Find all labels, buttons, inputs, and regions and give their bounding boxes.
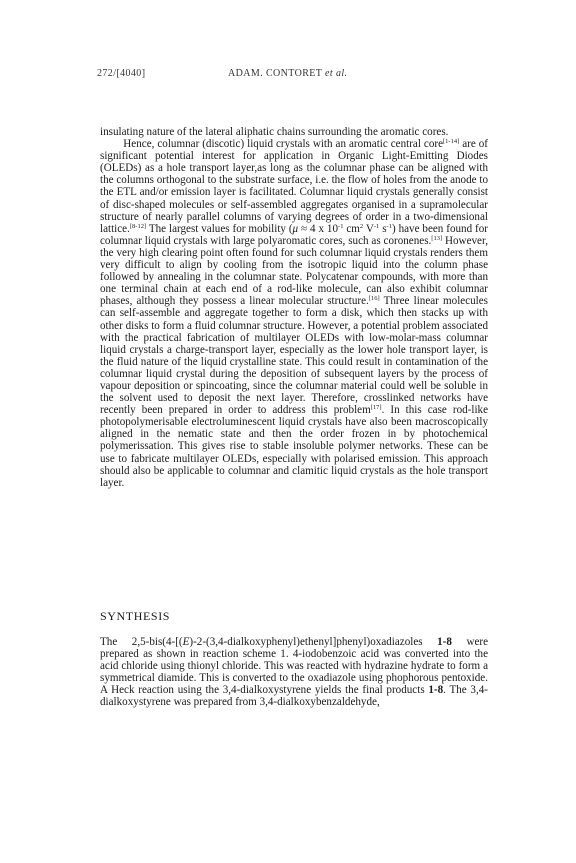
body-text bbox=[100, 126, 488, 489]
exponent-1: -1 bbox=[338, 222, 344, 230]
mobility-symbol: μ bbox=[292, 222, 299, 235]
running-header-authors: ADAM. CONTORET bbox=[228, 68, 323, 79]
paragraph-2 bbox=[100, 138, 488, 489]
syn-text-d: . The 3,4-dialkoxystyrene was prepared from 3,4-dialkoxybenzaldehyde, bbox=[100, 684, 488, 709]
exponent-4: -1 bbox=[386, 222, 392, 230]
synthesis-text bbox=[100, 636, 488, 709]
exponent-3: -1 bbox=[373, 222, 380, 230]
p2-text-b: are of significant potential interest for application in Organic Light-Emitting Diodes (OLEDs) as a hole transport layer,as long as the columnar phase can be aligned with the columns orthogonal to the substrate surface, i.e. the flow of holes from the anode to the ETL and/or emission layer is facilitated. Columnar liquid crystals generally consist of disc-shaped molecules or self-assembled aggregates organised in a supramolecular structure of nearly parallel columns of varying degrees of order in a two-dimensional lattice. bbox=[100, 138, 488, 235]
e-isomer-label: E bbox=[182, 636, 190, 648]
p2-text-i: However, the very high clearing point often found for such columnar liquid crystals renders them very difficult to align by cooling from the isotropic liquid into the column phase followed by annealing in the columnar state. Polycatenar compounds, with more than one terminal chain at each end of a rod-like molecule, can also exhibit columnar phases, although they possess a linear molecular structure. bbox=[100, 234, 488, 308]
running-header-etal: et al. bbox=[325, 68, 348, 79]
syn-text-a: The 2,5-bis(4-[( bbox=[100, 636, 183, 648]
paragraph-1: insulating nature of the lateral aliphatic chains surrounding the aromatic cores. bbox=[100, 126, 449, 138]
citation-13: [13] bbox=[431, 234, 443, 242]
synthesis-paragraph bbox=[100, 636, 488, 709]
compound-ref-2: 1-8 bbox=[428, 684, 444, 697]
syn-text-c: were prepared as shown in reaction scheme 1. 4-iodobenzoic acid was converted into the acid chloride using thionyl chloride. This was reacted with hydrazine hydrate to form a symmetrical diamide. This is converted to the oxadiazole using phophorous pentoxide. A Heck reaction using the 3,4-dialkoxystyrene yields the final products bbox=[100, 636, 488, 697]
citation-1-14: [1-14] bbox=[443, 138, 460, 146]
p2-text-h: ) have been found for columnar liquid crystals with large polyaromatic cores, such as coronenes. bbox=[100, 222, 488, 247]
p2-text-j: Three linear molecules can self-assemble and aggregate together to form a disk, which then stacks up with other disks to form a fluid columnar structure. However, a potential problem associated with the practical fabrication of multilayer OLEDs with low-molar-mass columnar liquid crystals a charge-transport layer, especially as the lower hole transport layer, is the fluid nature of the liquid crystalline state. This could result in contamination of the columnar liquid crystal during the deposition of subsequent layers by the process of vapour deposition or spincoating, since the columnar material could well be soluble in the solvent used to deposit the next layer. Therefore, crosslinked networks have recently been prepared in order to address this problem bbox=[100, 295, 488, 417]
citation-8-12: [8-12] bbox=[129, 222, 147, 230]
citation-16: [16] bbox=[368, 295, 380, 303]
p2-text-f: V bbox=[363, 222, 374, 235]
p2-text-a: Hence, columnar (discotic) liquid crystals with an aromatic central core bbox=[123, 138, 443, 151]
p2-text-g: s bbox=[379, 222, 387, 235]
compound-ref-1: 1-8 bbox=[437, 636, 452, 648]
page-number: 272/[4040] bbox=[97, 68, 146, 79]
section-title-synthesis: SYNTHESIS bbox=[100, 609, 171, 623]
p2-text-e: cm bbox=[343, 222, 360, 235]
p2-text-k: . In this case rod-like photopolymerisable electroluminescent liquid crystals have also been macroscopically aligned in the nematic state and then the order frozen in by photochemical polymerissation. This gives rise to stable insoluble polymer networks. These can be use to fabricate multilayer OLEDs, especially with polarised emission. This approach should also be applicable to columnar and clamitic liquid crystals as the hole transport layer. bbox=[100, 404, 488, 489]
running-header bbox=[228, 68, 347, 79]
syn-text-b: )-2-(3,4-dialkoxyphenyl)ethenyl]phenyl)oxadiazoles bbox=[189, 636, 438, 648]
exponent-2: 2 bbox=[359, 222, 364, 230]
p2-text-d: ≈ 4 x 10 bbox=[298, 222, 339, 235]
p2-text-c: The largest values for mobility ( bbox=[146, 222, 293, 235]
citation-17: [17] bbox=[370, 404, 382, 412]
